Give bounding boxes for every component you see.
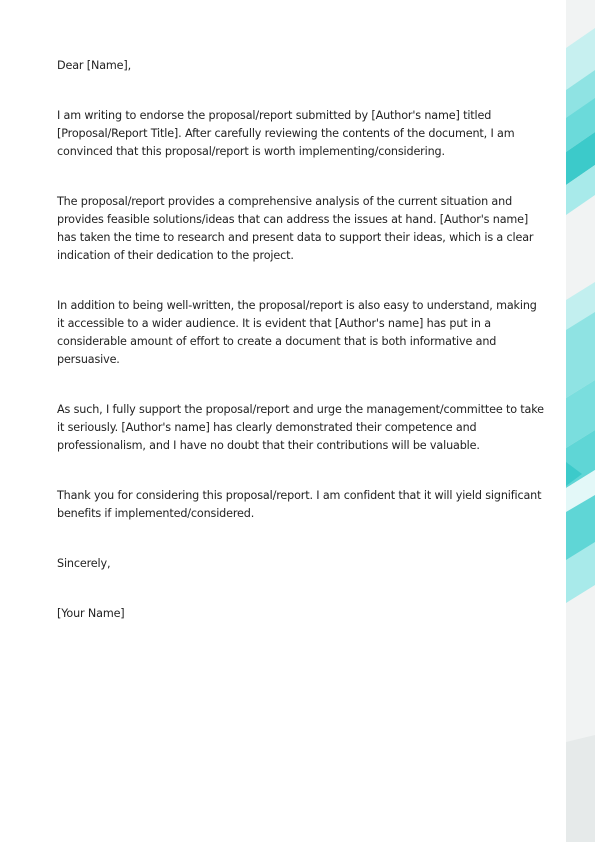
paragraph-readability: In addition to being well-written, the proposal/report is also easy to understand, making it accessible to a wider audience. It is evident that [Author's name] has put in a considerable amount of effort to create a document that is both informative and persuasive. [57,299,537,366]
strip-shape [566,735,595,842]
paragraph-endorsement: I am writing to endorse the proposal/report submitted by [Author's name] titled [Proposal/Report Title]. After carefully reviewing the contents of the document, I am convinced that this proposal/report is worth implementing/considering. [57,109,515,158]
salutation: Dear [Name], [57,59,131,72]
signature: [Your Name] [57,607,125,620]
paragraph-support: As such, I fully support the proposal/report and urge the management/committee to take it seriously. [Author's name] has clearly demonstrated their competence and professionalism, and I have no doubt that their contributions will be valuable. [57,403,544,452]
letter-body [57,57,547,655]
decorative-side-strip [566,0,595,842]
paragraph-analysis: The proposal/report provides a comprehensive analysis of the current situation and provides feasible solutions/ideas that can address the issues at hand. [Author's name] has taken the time to research and present data to support their ideas, which is a clear indication of their dedication to the project. [57,195,534,262]
closing: Sincerely, [57,557,111,570]
paragraph-thanks: Thank you for considering this proposal/report. I am confident that it will yield significant benefits if implemented/considered. [57,489,542,520]
